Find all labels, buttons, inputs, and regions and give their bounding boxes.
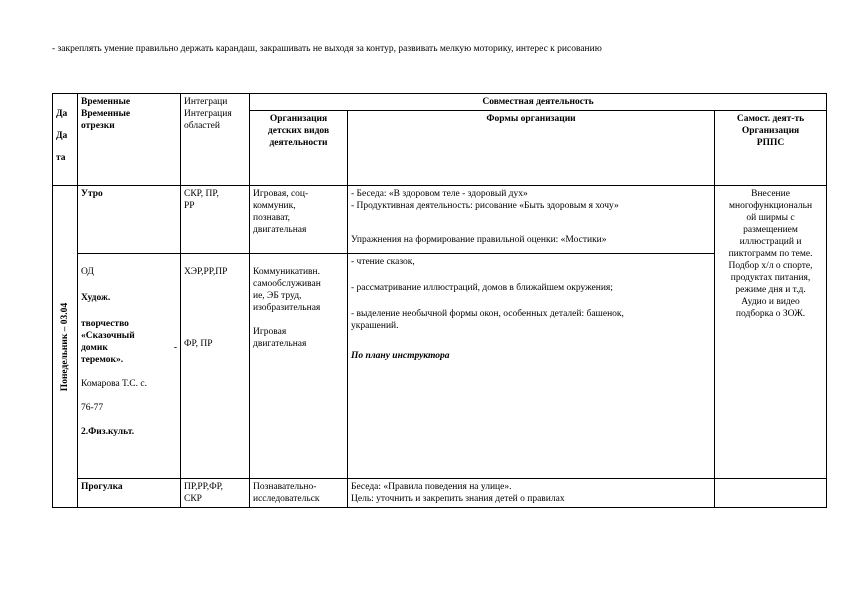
walk-forms: Беседа: «Правила поведения на улице». Цель: уточнить и закрепить знания детей о правилах: [348, 479, 715, 508]
header-integration: Интеграци Интеграция областей: [181, 94, 250, 186]
od-period: ОД Худож. творчество «Сказочный домик - теремок». Комарова Т.С. с. 76-77 2.Физ.культ.: [78, 254, 181, 479]
header-time-periods: Временные Временные отрезки: [78, 94, 181, 186]
od-types: Коммуникативн. самообслуживан ие, ЭБ труд, изобразительная Игровая двигательная: [250, 254, 348, 479]
independent-activity: Внесение многофункциональн ой ширмы с размещением иллюстраций и пиктограмм по теме. Подбор х/л о спорте, продуктах питания, режиме дня и т.д. Аудио и видео подборка о ЗОЖ.: [715, 186, 827, 479]
walk-types: Познавательно- исследовательск: [250, 479, 348, 508]
plan-table: [52, 93, 827, 508]
morning-types: Игровая, соц- коммуник, познават, двигательная: [250, 186, 348, 254]
header-org-types: Организация детских видов деятельности: [250, 111, 348, 186]
morning-period: Утро: [78, 186, 181, 254]
row-walk: [53, 479, 827, 508]
walk-independent: [715, 479, 827, 508]
day-label: Понедельник – 03.04: [60, 302, 70, 391]
walk-period: Прогулка: [78, 479, 181, 508]
row-morning: [53, 186, 827, 254]
morning-integration: СКР, ПР, РР: [181, 186, 250, 254]
header-joint-activity: Совместная деятельность: [250, 94, 827, 111]
header-date: Да Да та: [53, 94, 78, 186]
header-independent: Самост. деят-ть Организация РППС: [715, 111, 827, 186]
row-od: [53, 254, 827, 479]
header-forms: Формы организации: [348, 111, 715, 186]
morning-forms: - Беседа: «В здоровом теле - здоровый дух» - Продуктивная деятельность: рисование «Быть здоровым я хочу» Упражнения на формирование правильной оценки: «Мостики»: [348, 186, 715, 254]
od-integration: ХЭР,РР,ПР ФР, ПР: [181, 254, 250, 479]
od-forms: - чтение сказок, - рассматривание иллюстраций, домов в ближайшем окружения; - выделение необычной формы окон, особенных деталей: башенок, украшений. По плану инструктора: [348, 254, 715, 479]
walk-integration: ПР,РР,ФР, СКР: [181, 479, 250, 508]
day-cell: [53, 186, 78, 508]
intro-line: - закреплять умение правильно держать карандаш, закрашивать не выходя за контур, развивать мелкую моторику, интерес к рисованию: [52, 44, 602, 54]
header-row-1: [53, 94, 827, 111]
